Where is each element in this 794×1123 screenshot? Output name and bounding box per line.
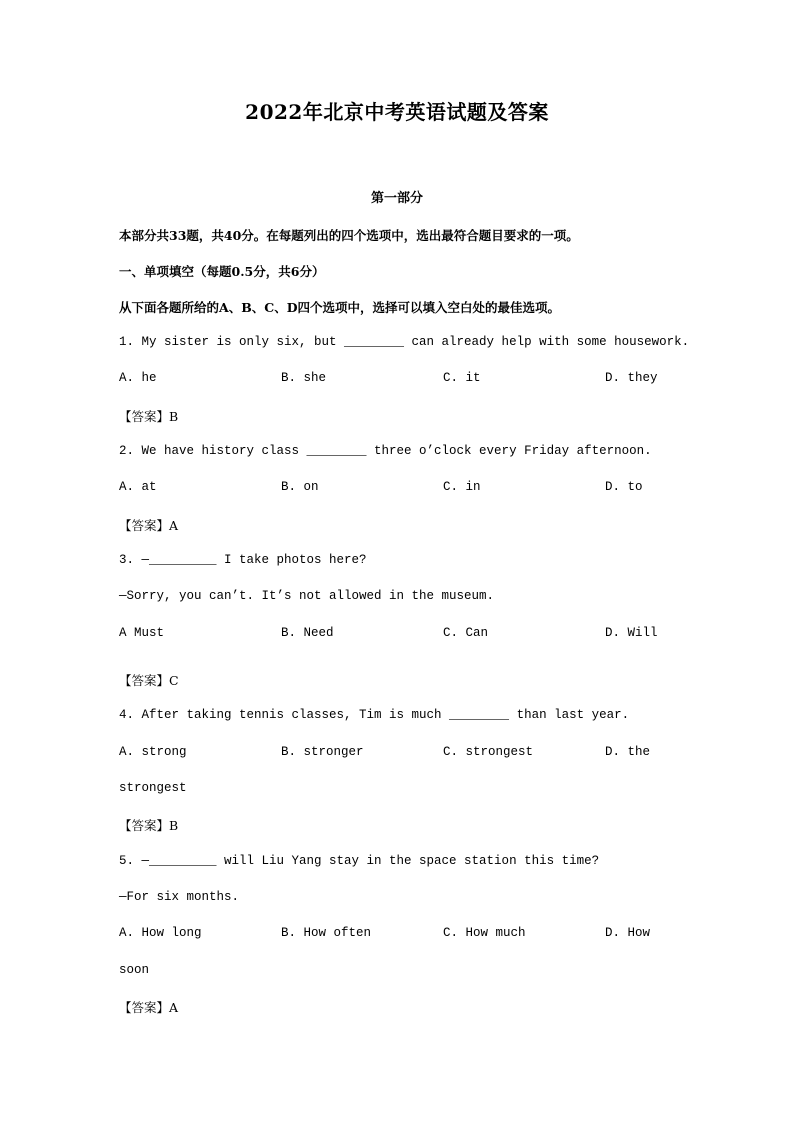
part-heading: 一、单项填空（每题0.5分，共6分） — [119, 264, 325, 279]
option-b: B. stronger — [281, 745, 364, 759]
option-d: D. the — [605, 745, 651, 759]
option-a: A. at — [119, 480, 157, 494]
option-d: D. to — [605, 480, 643, 494]
question-stem: 4. After taking tennis classes, Tim is much ________ than last year. — [119, 708, 630, 722]
answer-key: 【答案】B — [119, 409, 179, 424]
option-c: C. it — [443, 371, 481, 385]
option-a: A. strong — [119, 745, 187, 759]
option-a: A Must — [119, 626, 165, 640]
answer-key: 【答案】C — [119, 673, 179, 688]
answer-key: 【答案】A — [119, 518, 179, 533]
option-c: C. Can — [443, 626, 489, 640]
option-b: B. she — [281, 371, 327, 385]
document-title: 2022年北京中考英语试题及答案 — [245, 100, 549, 124]
question-stem: 2. We have history class ________ three o’clock every Friday afternoon. — [119, 444, 652, 458]
question-stem: 1. My sister is only six, but ________ can already help with some housework. — [119, 335, 690, 349]
option-c: C. How much — [443, 926, 526, 940]
instruction-text: 从下面各题所给的A、B、C、D四个选项中，选择可以填入空白处的最佳选项。 — [119, 300, 561, 315]
option-b: B. How often — [281, 926, 372, 940]
question-reply: —Sorry, you can’t. It’s not allowed in the museum. — [119, 589, 495, 603]
option-d: D. they — [605, 371, 658, 385]
option-d-continuation: strongest — [119, 781, 187, 795]
question-reply: —For six months. — [119, 890, 240, 904]
option-d-continuation: soon — [119, 963, 150, 977]
option-c: C. strongest — [443, 745, 534, 759]
question-stem: 3. —_________ I take photos here? — [119, 553, 367, 567]
option-d: D. Will — [605, 626, 658, 640]
option-a: A. he — [119, 371, 157, 385]
option-b: B. on — [281, 480, 319, 494]
option-c: C. in — [443, 480, 481, 494]
option-d: D. How — [605, 926, 651, 940]
answer-key: 【答案】A — [119, 1000, 179, 1015]
answer-key: 【答案】B — [119, 818, 179, 833]
section-heading: 第一部分 — [370, 191, 423, 206]
section-intro: 本部分共33题，共40分。在每题列出的四个选项中，选出最符合题目要求的一项。 — [119, 228, 579, 243]
option-a: A. How long — [119, 926, 202, 940]
question-stem: 5. —_________ will Liu Yang stay in the space station this time? — [119, 854, 600, 868]
option-b: B. Need — [281, 626, 334, 640]
